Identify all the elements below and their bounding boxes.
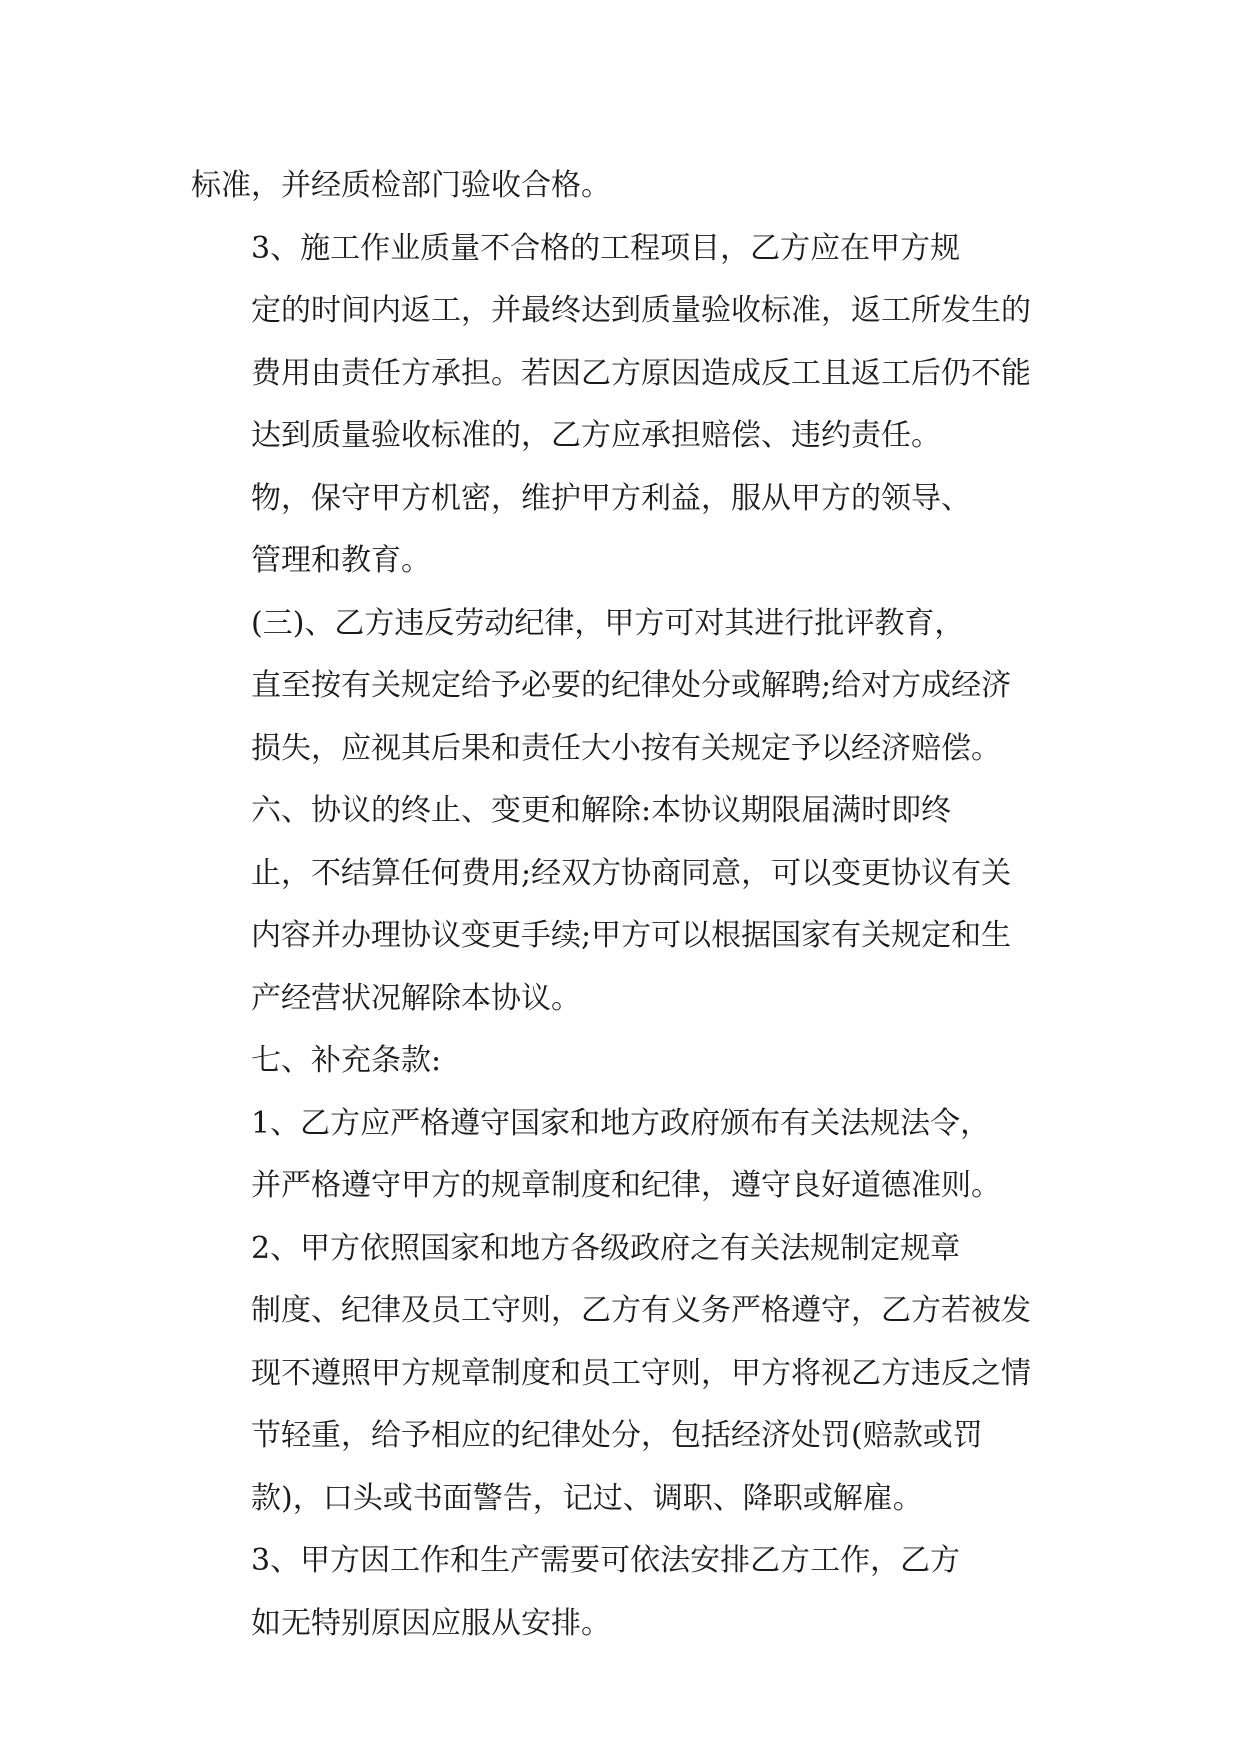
- text-line: 款)，口头或书面警告，记过、调职、降职或解雇。: [251, 1480, 923, 1516]
- text-line: 内容并办理协议变更手续;甲方可以根据国家有关规定和生: [251, 918, 1012, 953]
- paragraph: [191, 155, 1051, 218]
- text-line: 制度、纪律及员工守则，乙方有义务严格遵守，乙方若被发: [251, 1293, 1031, 1328]
- text-line: 产经营状况解除本协议。: [251, 980, 581, 1016]
- text-line: 标准，并经质检部门验收合格。: [191, 168, 611, 203]
- document-body: [191, 155, 1051, 1655]
- text-line: 3、甲方因工作和生产需要可依法安排乙方工作，乙方: [251, 1543, 961, 1578]
- paragraph: [191, 593, 1051, 781]
- paragraph: [191, 1530, 1051, 1655]
- paragraph: [191, 780, 1051, 1030]
- paragraph: [191, 468, 1051, 593]
- paragraph: [191, 1030, 1051, 1093]
- text-line: 七、补充条款:: [251, 1043, 442, 1078]
- text-line: 定的时间内返工，并最终达到质量验收标准，返工所发生的: [251, 293, 1031, 328]
- text-line: (三)、乙方违反劳动纪律，甲方可对其进行批评教育，: [251, 605, 965, 641]
- text-line: 3、施工作业质量不合格的工程项目，乙方应在甲方规: [251, 230, 961, 266]
- paragraph: [191, 1218, 1051, 1531]
- text-line: 管理和教育。: [251, 543, 431, 578]
- text-line: 物，保守甲方机密，维护甲方利益，服从甲方的领导、: [251, 480, 971, 516]
- paragraph: [191, 1093, 1051, 1218]
- text-line: 现不遵照甲方规章制度和员工守则，甲方将视乙方违反之情: [251, 1355, 1031, 1391]
- text-line: 费用由责任方承担。若因乙方原因造成反工且返工后仍不能: [251, 355, 1031, 391]
- paragraph: [191, 218, 1051, 468]
- text-line: 六、协议的终止、变更和解除:本协议期限届满时即终: [251, 793, 952, 828]
- text-line: 1、乙方应严格遵守国家和地方政府颁布有关法规法令，: [251, 1105, 991, 1141]
- text-line: 如无特别原因应服从安排。: [251, 1605, 611, 1641]
- text-line: 并严格遵守甲方的规章制度和纪律，遵守良好道德准则。: [251, 1168, 1001, 1203]
- text-line: 2、甲方依照国家和地方各级政府之有关法规制定规章: [251, 1230, 961, 1266]
- text-line: 直至按有关规定给予必要的纪律处分或解聘;给对方成经济: [251, 668, 1012, 703]
- text-line: 止，不结算任何费用;经双方协商同意，可以变更协议有关: [251, 855, 1012, 891]
- text-line: 达到质量验收标准的，乙方应承担赔偿、违约责任。: [251, 418, 941, 453]
- text-line: 节轻重，给予相应的纪律处分，包括经济处罚(赔款或罚: [251, 1418, 983, 1453]
- text-line: 损失，应视其后果和责任大小按有关规定予以经济赔偿。: [251, 730, 1001, 766]
